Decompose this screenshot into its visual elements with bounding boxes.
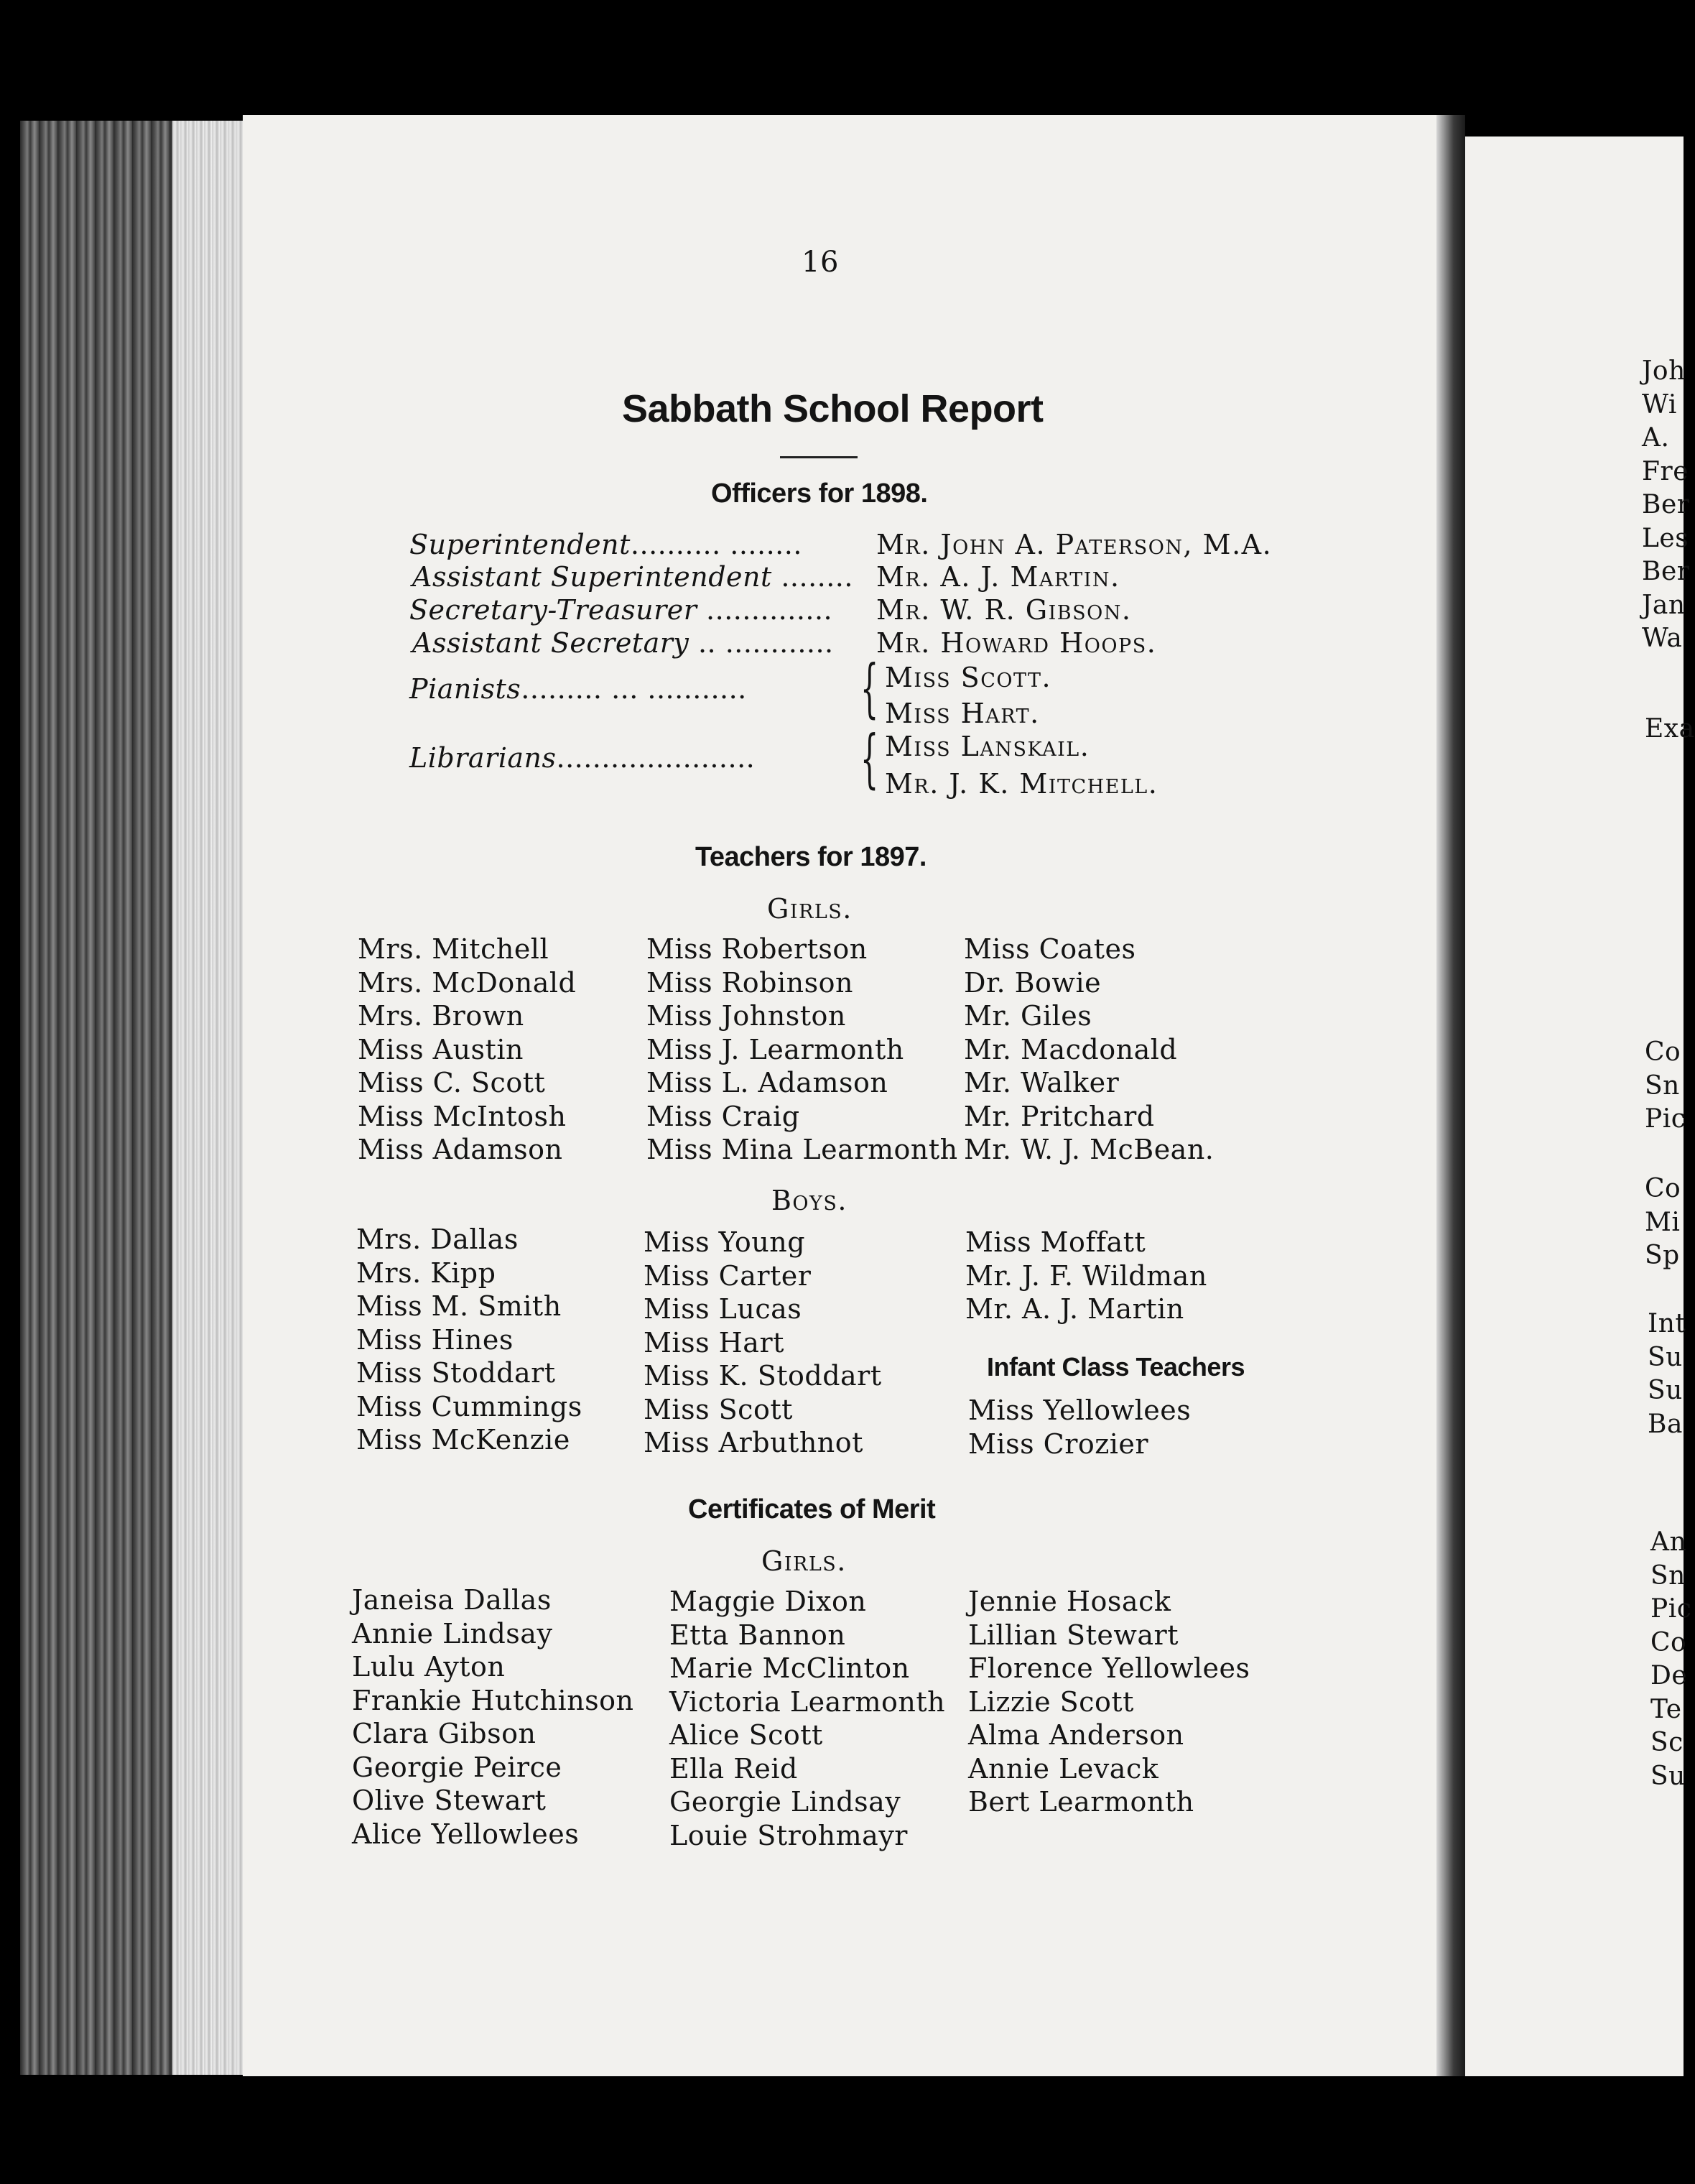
text-fragment: A. [1642, 423, 1670, 453]
teacher-name: Mr. J. F. Wildman [965, 1259, 1207, 1292]
librarian-name: Miss Lanskail. [885, 731, 1090, 762]
certificates-column-1 [352, 1583, 634, 1851]
right-page-fragment-group-2 [1645, 713, 1695, 746]
title-rule [780, 456, 858, 458]
text-fragment: Fre [1642, 456, 1689, 486]
student-name: Etta Bannon [669, 1619, 846, 1651]
right-page-fragment-group-6 [1650, 1526, 1691, 1793]
text-fragment: An [1650, 1527, 1687, 1557]
teachers-boys-column-2 [644, 1226, 882, 1460]
page-number: 16 [802, 246, 839, 279]
text-fragment: Pic [1650, 1594, 1692, 1624]
pianist-name: Miss Hart. [885, 698, 1040, 729]
teacher-name: Miss Austin [358, 1033, 524, 1065]
teacher-name: Miss Arbuthnot [644, 1427, 863, 1458]
officer-role: Librarians [409, 742, 557, 774]
teacher-name: Miss Moffatt [965, 1226, 1146, 1258]
text-fragment: Ber [1642, 557, 1690, 586]
text-fragment: Su [1648, 1376, 1683, 1405]
teacher-name: Mrs. Dallas [356, 1223, 519, 1255]
teacher-name: Miss Cummings [356, 1390, 582, 1422]
teacher-name: Miss Carter [644, 1259, 812, 1292]
officer-role: Assistant Secretary [412, 627, 689, 659]
certificates-heading: Certificates of Merit [688, 1494, 936, 1524]
teachers-girls-label: Girls. [767, 893, 853, 925]
teachers-boys-column-1 [356, 1223, 582, 1457]
right-page-fragment-group-3 [1645, 1036, 1686, 1137]
teacher-name: Mr. Macdonald [964, 1033, 1178, 1065]
teacher-name: Miss L. Adamson [646, 1067, 888, 1098]
teacher-name: Mrs. Mitchell [358, 933, 549, 965]
officer-role: Secretary-Treasurer [409, 594, 697, 626]
teachers-girls-column-1 [358, 933, 576, 1167]
librarian-name: Mr. J. K. Mitchell. [885, 768, 1158, 800]
officer-row [409, 741, 755, 774]
text-fragment: Su [1648, 1342, 1683, 1372]
student-name: Annie Lindsay [352, 1617, 553, 1649]
officer-row [412, 560, 853, 593]
officer-row [409, 528, 802, 561]
page-title: Sabbath School Report [622, 387, 1044, 430]
teachers-boys-column-3 [965, 1226, 1207, 1326]
teacher-name: Mr. Giles [964, 1000, 1092, 1032]
officer-role: Superintendent [409, 529, 631, 560]
teachers-girls-column-2 [646, 933, 958, 1167]
text-fragment: Mi [1645, 1207, 1681, 1237]
teacher-name: Miss Craig [646, 1100, 800, 1132]
pianist-name: Miss Scott. [885, 662, 1052, 693]
teacher-name: Mr. W. J. McBean. [964, 1134, 1215, 1165]
text-fragment: Sc [1650, 1728, 1684, 1757]
text-fragment: De [1650, 1661, 1688, 1690]
student-name: Bert Learmonth [968, 1786, 1194, 1818]
teacher-name: Miss Crozier [968, 1428, 1149, 1460]
student-name: Victoria Learmonth [669, 1685, 946, 1718]
teacher-name: Miss Hines [356, 1323, 514, 1356]
teacher-name: Miss Adamson [358, 1134, 563, 1165]
student-name: Georgie Peirce [352, 1751, 562, 1783]
infant-class-heading: Infant Class Teachers [987, 1352, 1245, 1382]
text-fragment: Int [1648, 1309, 1686, 1338]
officer-role: Assistant Superintendent [412, 561, 772, 593]
student-name: Clara Gibson [352, 1718, 537, 1749]
teacher-name: Miss McIntosh [358, 1100, 567, 1132]
teacher-name: Miss Stoddart [356, 1357, 556, 1389]
student-name: Lizzie Scott [968, 1685, 1134, 1718]
right-page-fragment-group-4 [1645, 1172, 1681, 1273]
student-name: Olive Stewart [352, 1785, 547, 1816]
teacher-name: Miss Hart [644, 1326, 784, 1359]
teacher-name: Miss Scott [644, 1393, 793, 1425]
leader-dots: ......... ... ........... [521, 673, 747, 705]
text-fragment: Wa [1642, 624, 1683, 653]
text-fragment: Sp [1645, 1241, 1680, 1270]
student-name: Jennie Hosack [968, 1586, 1171, 1617]
officer-row [409, 672, 747, 705]
student-name: Lillian Stewart [968, 1619, 1179, 1651]
teacher-name: Miss Johnston [646, 1000, 846, 1032]
certificates-girls-label: Girls. [761, 1545, 847, 1577]
text-fragment: Sn [1645, 1070, 1680, 1101]
officer-name: Mr. John A. Paterson, M.A. [876, 529, 1273, 560]
student-name: Florence Yellowlees [968, 1652, 1250, 1684]
officer-name: Mr. A. J. Martin. [876, 561, 1120, 593]
teacher-name: Miss C. Scott [358, 1067, 546, 1098]
teacher-name: Miss M. Smith [356, 1290, 562, 1322]
text-fragment: Jan [1642, 590, 1686, 620]
leader-dots: .. ............ [689, 627, 834, 659]
leader-dots: ...................... [556, 742, 756, 774]
officers-heading: Officers for 1898. [711, 478, 928, 509]
certificates-column-3 [968, 1585, 1250, 1819]
officer-row [412, 626, 834, 660]
officer-row [409, 593, 832, 626]
student-name: Louie Strohmayr [669, 1819, 908, 1851]
student-name: Ella Reid [669, 1752, 798, 1785]
text-fragment: Co [1645, 1174, 1681, 1203]
leader-dots: ........ [771, 561, 853, 593]
text-fragment: Wi [1642, 389, 1677, 420]
brace-icon: { [860, 651, 879, 725]
student-name: Alma Anderson [968, 1719, 1184, 1751]
teachers-heading: Teachers for 1897. [695, 842, 927, 872]
student-name: Alice Scott [669, 1719, 823, 1751]
teacher-name: Miss J. Learmonth [646, 1033, 904, 1065]
officer-name: Mr. Howard Hoops. [876, 627, 1157, 659]
teacher-name: Miss Lucas [644, 1293, 802, 1325]
teacher-name: Miss Yellowlees [968, 1394, 1192, 1426]
teacher-name: Miss Coates [964, 933, 1136, 965]
teacher-name: Mrs. McDonald [358, 966, 577, 999]
student-name: Maggie Dixon [669, 1586, 867, 1617]
student-name: Lulu Ayton [352, 1651, 506, 1683]
student-name: Marie McClinton [669, 1652, 910, 1684]
text-fragment: Te [1650, 1694, 1682, 1724]
certificates-column-2 [669, 1585, 945, 1852]
text-fragment: Su [1650, 1761, 1686, 1791]
teacher-name: Miss Robinson [646, 966, 853, 999]
teacher-name: Miss Robertson [646, 933, 868, 965]
student-name: Georgie Lindsay [669, 1786, 901, 1818]
teacher-name: Mr. Walker [964, 1067, 1120, 1098]
text-fragment: Co [1645, 1037, 1681, 1067]
right-page-fragment-group-5 [1648, 1308, 1686, 1441]
officer-name: Mr. W. R. Gibson. [876, 594, 1132, 626]
teacher-name: Miss K. Stoddart [644, 1360, 882, 1392]
text-fragment: Ber [1642, 490, 1690, 519]
right-page-fragment-group-1 [1642, 355, 1689, 656]
teacher-name: Miss Young [644, 1226, 806, 1258]
teacher-name: Mr. Pritchard [964, 1100, 1155, 1132]
text-fragment: Co [1650, 1627, 1687, 1657]
book-gutter [1436, 115, 1465, 2076]
teacher-name: Miss Mina Learmonth [646, 1134, 958, 1165]
teacher-name: Mrs. Brown [358, 1000, 524, 1032]
book-page-edges-light [172, 121, 244, 2075]
student-name: Alice Yellowlees [352, 1818, 580, 1850]
leader-dots: .......... ........ [630, 529, 802, 560]
brace-icon: { [860, 721, 879, 795]
teachers-boys-label: Boys. [771, 1185, 848, 1216]
text-fragment: Pic [1645, 1104, 1686, 1134]
teacher-name: Mrs. Kipp [356, 1257, 496, 1289]
student-name: Frankie Hutchinson [352, 1684, 634, 1716]
leader-dots: .............. [697, 594, 833, 626]
text-fragment: Exa [1645, 714, 1695, 744]
teachers-girls-column-3 [964, 933, 1214, 1167]
infant-class-teachers [968, 1394, 1191, 1461]
student-name: Janeisa Dallas [352, 1584, 552, 1616]
text-fragment: Les [1642, 523, 1689, 553]
text-fragment: Ba [1648, 1409, 1683, 1439]
teacher-name: Miss McKenzie [356, 1424, 570, 1456]
text-fragment: Sn [1650, 1560, 1686, 1591]
text-fragment: Joh [1642, 356, 1686, 386]
teacher-name: Dr. Bowie [964, 966, 1102, 999]
teacher-name: Mr. A. J. Martin [965, 1293, 1184, 1325]
officer-role: Pianists [409, 673, 521, 705]
student-name: Annie Levack [968, 1752, 1159, 1785]
